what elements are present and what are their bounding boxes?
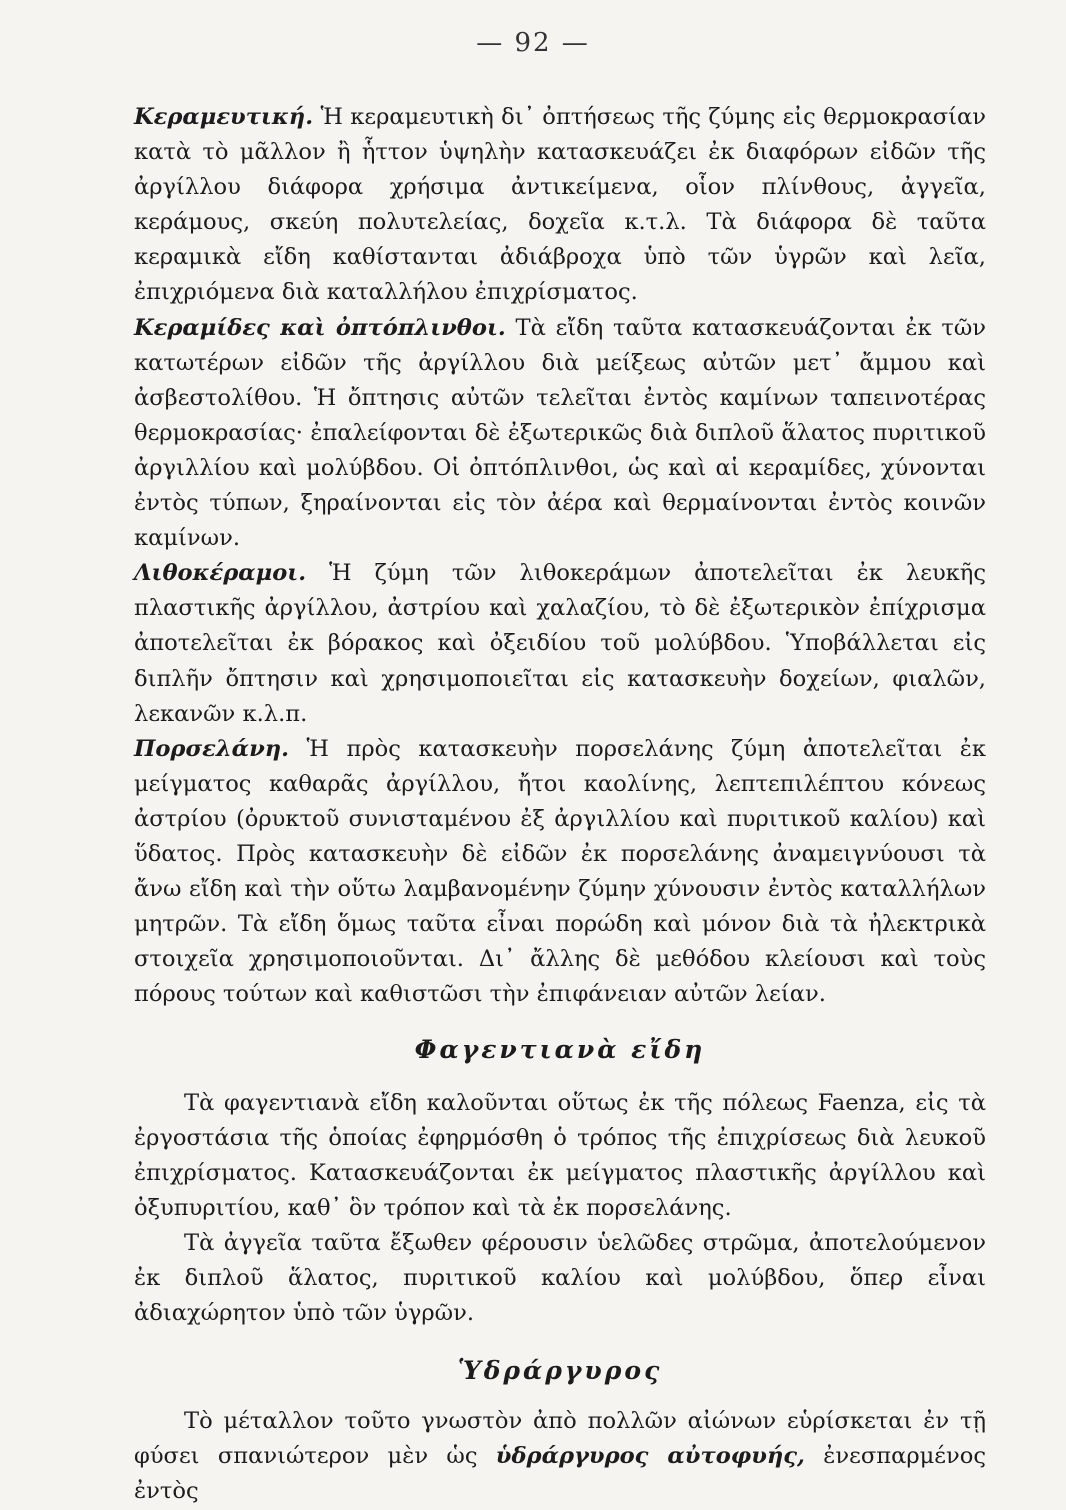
term-lithokeramoi: Λιθοκέραμοι. — [134, 560, 307, 587]
term-porselani: Πορσελάνη. — [134, 735, 290, 762]
paragraph-faience-2: Τὰ ἀγγεῖα ταῦτα ἔξωθεν φέρουσιν ὑελῶδες στρῶμα, ἀποτελούμενον ἐκ διπλοῦ ἅλατος, πυριτικοῦ καλίου καὶ μολύβδου, ὅπερ εἶναι ἀδιαχώρητον ὑπὸ τῶν ὑγρῶν. — [134, 1229, 986, 1327]
paragraph-text: Τὰ εἴδη ταῦτα κατασκευάζονται ἐκ τῶν κατωτέρων εἰδῶν τῆς ἀργίλλου διὰ μείξεως αὐτῶν μετ᾿ ἄμμου καὶ ἀσβεστολίθου. Ἡ ὄπτησις αὐτῶν τελεῖται ἐντὸς καμίνων ταπεινοτέρας θερμοκρασίας· ἐπαλείφονται δὲ ἐξωτερικῶς διὰ διπλοῦ ἅλατος πυριτικοῦ ἀργιλλίου καὶ μολύβδου. Οἱ ὀπτόπλινθοι, ὡς καὶ αἱ κεραμίδες, χύνονται ἐντὸς τύπων, ξηραίνονται εἰς τὸν ἀέρα καὶ θερμαίνονται ἐντὸς κοινῶν καμίνων. — [134, 314, 986, 552]
heading-mercury: Ὑδράργυρος — [457, 1356, 663, 1386]
paragraph-porselani — [134, 732, 986, 1013]
term-keramides: Κεραμίδες καὶ ὀπτόπλινθοι. — [134, 314, 506, 341]
paragraph-text: Τὸ μέταλλον τοῦτο γνωστὸν ἀπὸ πολλῶν αἰώνων εὑρίσκεται ἐν τῇ φύσει σπανιώτερον μὲν ὡς — [134, 1408, 986, 1470]
heading-faience: Φαγεντιανὰ εἴδη — [414, 1035, 706, 1065]
body-text — [134, 100, 986, 1510]
paragraph-text: Ἡ πρὸς κατασκευὴν πορσελάνης ζύμη ἀποτελεῖται ἐκ μείγματος καθαρᾶς ἀργίλλου, ἤτοι καολίνης, λεπτεπιλέπτου κόνεως ἀστρίου (ὀρυκτοῦ συνισταμένου ἐξ ἀργιλλίου καὶ πυριτικοῦ καλίου) καὶ ὕδατος. Πρὸς κατασκευὴν δὲ εἰδῶν ἐκ πορσελάνης ἀναμειγνύουσι τὰ ἄνω εἴδη καὶ τὴν οὕτω λαμβανομένην ζύμην χύνουσιν ἐντὸς καταλλήλων μητρῶν. Τὰ εἴδη ὅμως ταῦτα εἶναι πορώδη καὶ μόνον διὰ τὰ ἠλεκτρικὰ στοιχεῖα χρησιμοποιοῦνται. Δι᾿ ἄλλης δὲ μεθόδου κλείουσι καὶ τοὺς πόρους τούτων καὶ καθιστῶσι τὴν ἐπιφάνειαν αὐτῶν λείαν. — [134, 735, 986, 1008]
paragraph-keramides — [134, 311, 986, 557]
paragraph-mercury — [134, 1404, 986, 1509]
paragraph-keramevtiki — [134, 100, 986, 311]
term-keramevtiki: Κεραμευτική. — [134, 104, 314, 130]
paragraph-text: ἐνεσπαρμένος ἐντὸς — [134, 1443, 987, 1505]
paragraph-faience-1: Τὰ φαγεντιανὰ εἴδη καλοῦνται οὕτως ἐκ τῆς πόλεως Faenza, εἰς τὰ ἐργοστάσια τῆς ὁποίας ἐφηρμόσθη ὁ τρόπος τῆς ἐπιχρίσεως διὰ λευκοῦ ἐπιχρίσματος. Κατασκευάζονται ἐκ μείγματος πλαστικῆς ἀργίλλου καὶ ὀξυπυριτίου, καθ᾿ ὃν τρόπον καὶ τὰ ἐκ πορσελάνης. — [134, 1089, 986, 1221]
paragraph-lithokeramoi — [134, 556, 986, 731]
page-number: — 92 — — [476, 28, 590, 58]
term-mercury-native: ὑδράργυρος αὐτοφυής, — [495, 1443, 805, 1470]
paragraph-text: Ἡ κεραμευτικὴ δι᾿ ὀπτήσεως τῆς ζύμης εἰς θερμοκρασίαν κατὰ τὸ μᾶλλον ἢ ἧττον ὑψηλὴν κατασκευάζει ἐκ διαφόρων εἰδῶν τῆς ἀργίλλου διάφορα χρήσιμα ἀντικείμενα, οἷον πλίνθους, ἀγγεῖα, κεράμους, σκεύη πολυτελείας, δοχεῖα κ.τ.λ. Τὰ διάφορα δὲ ταῦτα κεραμικὰ εἴδη καθίστανται ἀδιάβροχα ὑπὸ τῶν ὑγρῶν καὶ λεῖα, ἐπιχριόμενα διὰ καταλλήλου ἐπιχρίσματος. — [134, 104, 986, 306]
paragraph-text: Ἡ ζύμη τῶν λιθοκεράμων ἀποτελεῖται ἐκ λευκῆς πλαστικῆς ἀργίλλου, ἀστρίου καὶ χαλαζίου, τὸ δὲ ἐξωτερικὸν ἐπίχρισμα ἀποτελεῖται ἐκ βόρακος καὶ ὀξειδίου τοῦ μολύβδου. Ὑποβάλλεται εἰς διπλῆν ὄπτησιν καὶ χρησιμοποιεῖται εἰς κατασκευὴν δοχείων, φιαλῶν, λεκανῶν κ.λ.π. — [134, 560, 986, 727]
